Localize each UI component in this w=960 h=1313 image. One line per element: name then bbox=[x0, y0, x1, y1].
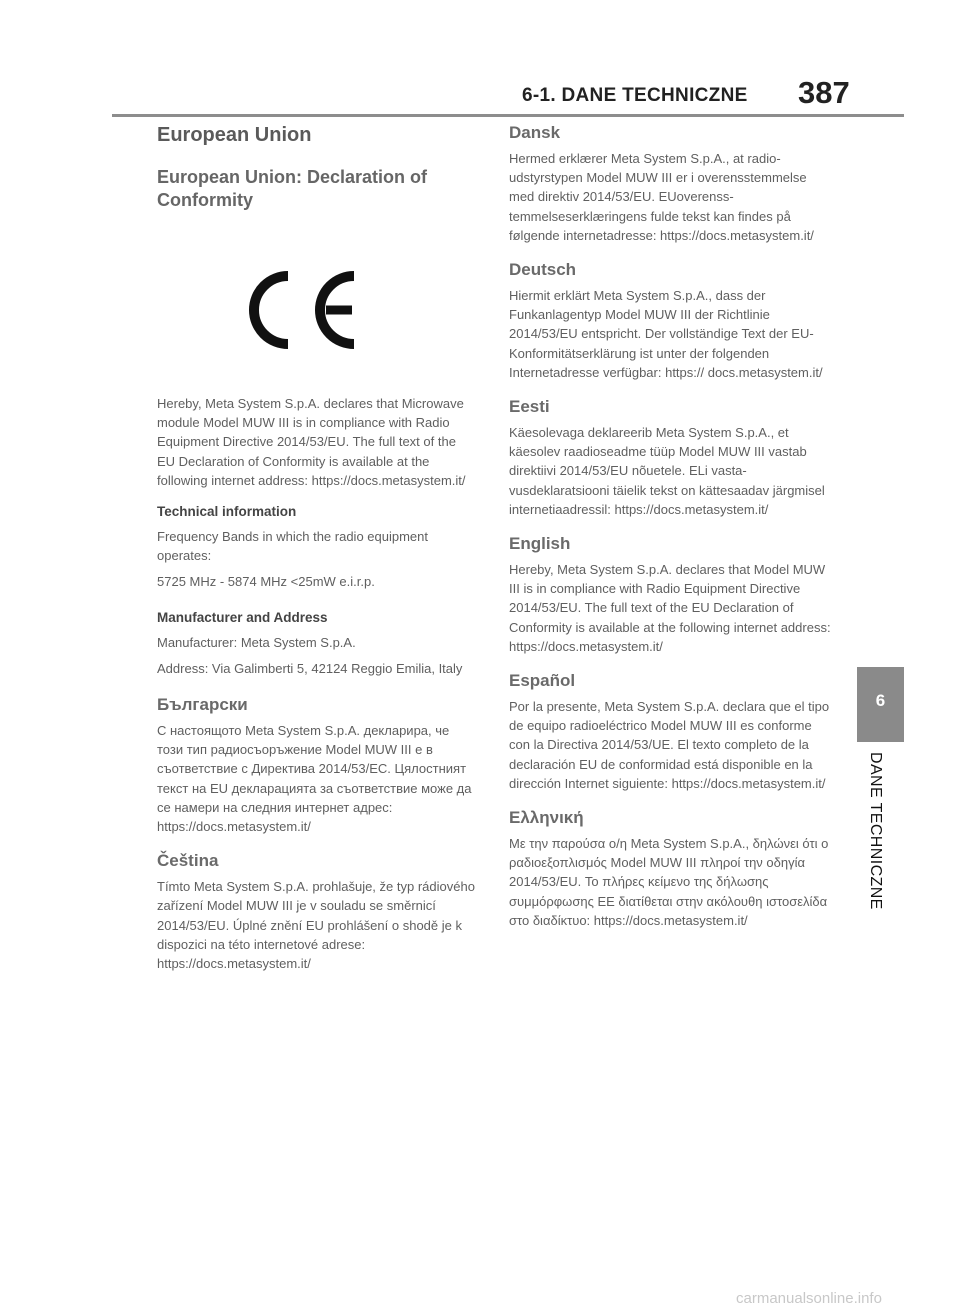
lang-heading-en: English bbox=[509, 534, 571, 554]
left-column bbox=[157, 122, 477, 987]
ce-mark-logo bbox=[137, 226, 457, 394]
lang-bg bbox=[157, 694, 477, 836]
chapter-number: 6 bbox=[875, 691, 886, 710]
lang-da bbox=[509, 122, 831, 245]
address-text: Address: Via Galimberti 5, 42124 Reggio Emilia, Italy bbox=[157, 660, 463, 676]
lang-heading-da: Dansk bbox=[509, 123, 561, 142]
lang-es bbox=[509, 670, 831, 793]
lang-text-et: Käesolevaga deklareerib Meta System S.p.A., et käesolev raadioseadme tüüp Model MUW III vastab direktiivi 2014/53/EU nõuetele. ELi vastavusdeklaratsiooni täielik tekst on kättesaadav järgmisel internetiaadressil: https://docs.metasystem.it/ bbox=[509, 425, 825, 517]
frequency-value: 5725 MHz - 5874 MHz <25mW e.i.r.p. bbox=[157, 574, 375, 590]
page-header bbox=[0, 75, 960, 111]
right-column bbox=[509, 122, 831, 944]
lang-text-el: Με την παρούσα ο/η Meta System S.p.A., δηλώνει ότι ο ραδιοεξοπλισμός Model MUW III πληροί την οδηγία 2014/53/EU. Το πλήρες κείμενο της δήλωσης συμμόρφωσης ΕΕ διατίθεται στην ακόλουθη ιστοσελίδα στο διαδίκτυο: https://docs.metasystem.it/ bbox=[509, 836, 829, 928]
lang-heading-de: Deutsch bbox=[509, 260, 577, 280]
lang-text-cs: Tímto Meta System S.p.A. prohlašuje, že typ rádiového zařízení Model MUW III je v souladu se směrnicí 2014/53/EU. Úplné znění EU prohlášení o shodě je k dispozici na této internetové adrese: https://docs.metasystem.it/ bbox=[157, 879, 475, 972]
lang-cs bbox=[157, 850, 477, 973]
lang-text-en: Hereby, Meta System S.p.A. declares that Model MUW III is in compliance with Radio Equipment Directive 2014/53/EU. The full text of the EU Declaration of Conformity is available at the following internet address: https://docs.metasystem.it/ bbox=[509, 562, 831, 654]
technical-info-heading: Technical information bbox=[157, 504, 297, 520]
technical-info-text: Frequency Bands in which the radio equipment operates: bbox=[157, 529, 428, 564]
watermark: carmanualsonline.info bbox=[736, 1290, 882, 1307]
lang-heading-et: Eesti bbox=[509, 397, 550, 417]
lang-text-bg: С настоящото Meta System S.p.A. декларира, че този тип радиосъоръжение Model MUW III е в съответствие с Директива 2014/53/ЕС. Цялостният текст на ЕU декларацията за съответствие може да се намери на следния интернет адрес: https://docs.metasystem.it/ bbox=[157, 723, 472, 835]
lang-heading-es: Español bbox=[509, 671, 576, 691]
lang-heading-cs: Čeština bbox=[157, 851, 219, 871]
lang-de bbox=[509, 259, 831, 382]
ce-mark-icon bbox=[232, 262, 362, 358]
section-title: 6-1. DANE TECHNICZNE bbox=[522, 85, 748, 106]
chapter-side-label: DANE TECHNICZNE bbox=[867, 752, 884, 910]
lang-text-da: Hermed erklærer Meta System S.p.A., at radioudstyrstypen Model MUW III er i overensstemmelse med direktiv 2014/53/EU. EUoverensstemmelseserklæringens fulde tekst kan findes på følgende internetadresse: https://docs.metasystem.it/ bbox=[509, 151, 814, 243]
chapter-tab bbox=[857, 667, 904, 742]
lang-text-de: Hiermit erklärt Meta System S.p.A., dass der Funkanlagentyp Model MUW III der Richtlinie 2014/53/EU entspricht. Der vollständige Text der EU-Konformitätserklärung ist unter der folgenden Internetadresse verfügbar: https:// docs.metasystem.it/ bbox=[509, 288, 823, 380]
page-title: European Union bbox=[157, 124, 312, 146]
manufacturer-heading: Manufacturer and Address bbox=[157, 609, 328, 625]
declaration-heading: European Union: Declaration of Conformity bbox=[157, 167, 428, 210]
page-number: 387 bbox=[798, 75, 850, 110]
lang-et bbox=[509, 396, 831, 519]
declaration-text: Hereby, Meta System S.p.A. declares that Microwave module Model MUW III is in compliance with Radio Equipment Directive 2014/53/EU. The full text of the EU Declaration of Conformity is available at the following internet address: https://docs.metasystem.it/ bbox=[157, 396, 466, 488]
lang-heading-el: Ελληνική bbox=[509, 808, 584, 828]
header-divider bbox=[112, 114, 904, 117]
lang-text-es: Por la presente, Meta System S.p.A. declara que el tipo de equipo radioeléctrico Model MUW III es conforme con la Directiva 2014/53/UE. El texto completo de la declaración EU de conformidad está disponible en la dirección Internet siguiente: https://docs.metasystem.it/ bbox=[509, 699, 830, 791]
manufacturer-text: Manufacturer: Meta System S.p.A. bbox=[157, 634, 356, 650]
lang-heading-bg: Български bbox=[157, 695, 248, 715]
lang-en bbox=[509, 533, 831, 656]
lang-el bbox=[509, 807, 831, 930]
